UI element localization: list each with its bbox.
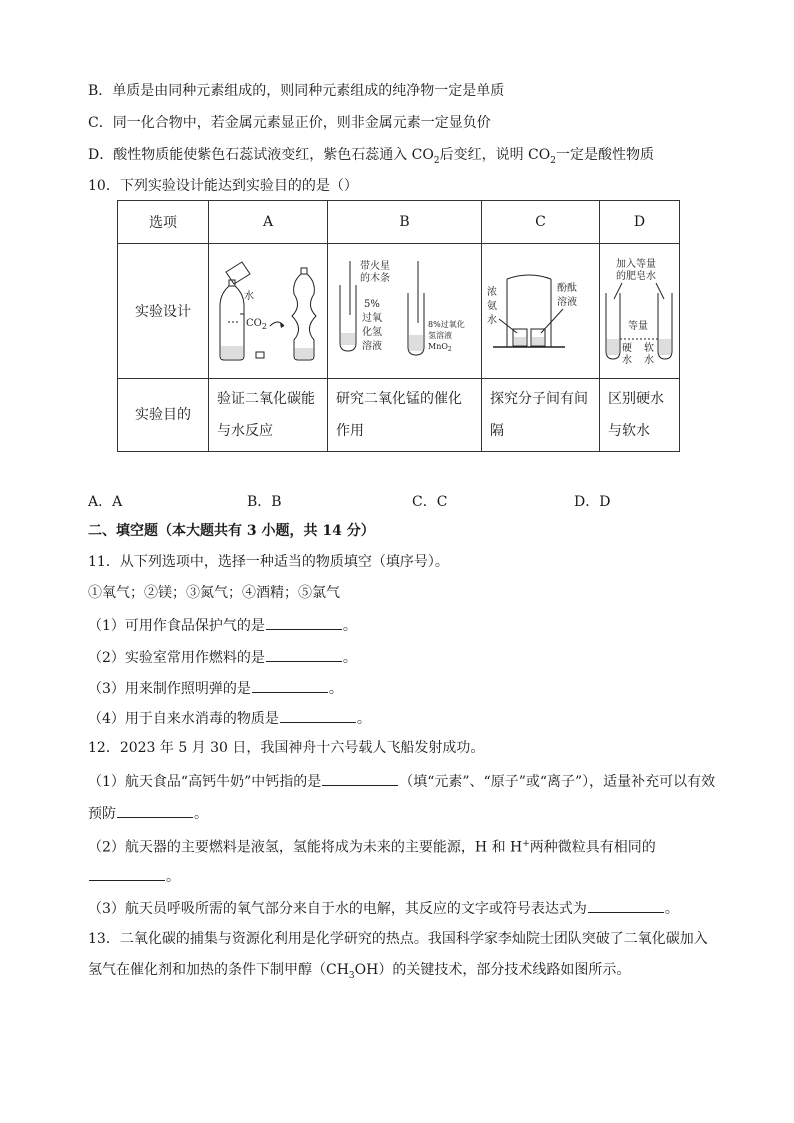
label-5pct: 5% xyxy=(363,299,380,310)
answer-blank[interactable] xyxy=(588,898,664,913)
answer-blank[interactable] xyxy=(280,708,356,723)
answer-blank[interactable] xyxy=(322,771,398,786)
diagram-c-beakers xyxy=(482,244,600,379)
table-header-row xyxy=(118,201,680,244)
label-c-left-2: 氨 xyxy=(486,301,497,312)
goal-cell-c: 探究分子间有间 隔 xyxy=(482,379,600,452)
label-b-right-1: 8%过氧化 xyxy=(427,320,465,329)
table-header-cell: C xyxy=(482,201,600,244)
diagram-a-bottles xyxy=(209,244,328,379)
q11-part-2: （2）实验室常用作燃料的是 。 xyxy=(88,647,357,668)
answer-blank[interactable] xyxy=(266,647,342,662)
design-label: 实验设计 xyxy=(118,244,209,379)
table-header-cell: B xyxy=(328,201,482,244)
q10-answer-d[interactable]: D．D xyxy=(574,494,611,510)
label-b-sol-3: 溶液 xyxy=(361,341,382,352)
q12-part-1-cont: 预防 。 xyxy=(88,803,208,824)
table-row-goal xyxy=(118,379,680,452)
q12-part-2: （2）航天器的主要燃料是液氢，氢能将成为未来的主要能源，H 和 H+两种微粒具有相同的 xyxy=(88,839,656,856)
q12-part-3: （3）航天员呼吸所需的氧气部分来自于水的电解，其反应的文字或符号表达式为 。 xyxy=(88,898,679,919)
table-header-cell: 选项 xyxy=(118,201,209,244)
label-b-right-2: 氢溶液 xyxy=(427,331,452,340)
q12-part-1: （1）航天食品“高钙牛奶”中钙指的是 （填“元素”、“原子”或“离子”），适量补充可以有效 xyxy=(88,771,715,792)
q11-stem: 11．从下列选项中，选择一种适当的物质填空（填序号）。 xyxy=(88,554,449,570)
label-d-soft-2: 水 xyxy=(643,355,654,366)
section2-title: 二、填空题（本大题共有 3 小题，共 14 分） xyxy=(88,523,375,539)
q9-option-d: D．酸性物质能使紫色石蕊试液变红，紫色石蕊通入 $CO_2$后变红，说明 $CO_2$一定是酸性物质 xyxy=(88,147,654,166)
q10-answer-a[interactable]: A．A xyxy=(88,494,123,510)
q10-stem: 10．下列实验设计能达到实验目的的是（） xyxy=(88,178,358,194)
q9-option-b: B．单质是由同种元素组成的，则同种元素组成的纯净物一定是单质 xyxy=(88,83,505,99)
label-co2: $CO_2$ xyxy=(246,318,267,331)
diagram-b-test-tubes xyxy=(328,244,482,379)
q12-stem: 12．2023 年 5 月 30 日，我国神舟十六号载人飞船发射成功。 xyxy=(88,740,485,756)
q13-line-2: 氢气在催化剂和加热的条件下制甲醇$(CH_3OH)$的关键技术，部分技术线路如图所示。 xyxy=(88,962,631,981)
table-header-cell: A xyxy=(209,201,328,244)
answer-blank[interactable] xyxy=(89,866,165,881)
table-row-design xyxy=(118,244,680,379)
goal-cell-d: 区别硬水 与软水 xyxy=(600,379,680,452)
label-splint-2: 的木条 xyxy=(359,273,390,284)
goal-cell-b: 研究二氧化锰的催化 作用 xyxy=(328,379,482,452)
label-water: 水 xyxy=(244,291,254,302)
label-d-equal: 等量 xyxy=(627,321,648,332)
answer-blank[interactable] xyxy=(266,615,342,630)
q11-choices: ①氧气；②镁；③氮气；④酒精；⑤氯气 xyxy=(88,585,340,601)
q13-line-1: 13．二氧化碳的捕集与资源化利用是化学研究的热点。我国科学家李灿院士团队突破了二氧化碳加入 xyxy=(88,931,708,947)
label-d-hard-1: 硬 xyxy=(621,343,632,354)
label-d-top-2: 的肥皂水 xyxy=(615,271,656,282)
label-c-right-1: 酚酞 xyxy=(556,283,577,294)
table-header-cell: D xyxy=(600,201,680,244)
label-c-left-1: 浓 xyxy=(486,287,497,298)
q11-part-4: （4）用于自来水消毒的物质是 。 xyxy=(88,708,371,729)
label-b-right-3: MnO$_2$ xyxy=(427,342,452,353)
label-d-soft-1: 软 xyxy=(643,343,654,354)
q10-answer-b[interactable]: B．B xyxy=(247,494,282,510)
q11-part-1: （1）可用作食品保护气的是 。 xyxy=(88,615,357,636)
experiment-table xyxy=(117,200,680,452)
answer-blank[interactable] xyxy=(252,678,328,693)
answer-blank[interactable] xyxy=(117,803,193,818)
label-splint: 带火星 xyxy=(359,261,390,272)
label-b-sol-2: 化氢 xyxy=(361,327,382,338)
label-c-right-2: 溶液 xyxy=(556,297,577,308)
label-b-sol-1: 过氧 xyxy=(361,313,382,324)
label-d-top-1: 加入等量 xyxy=(615,259,656,270)
q11-part-3: （3）用来制作照明弹的是 。 xyxy=(88,678,343,699)
label-c-left-3: 水 xyxy=(486,315,497,326)
label-d-hard-2: 水 xyxy=(621,355,632,366)
goal-label: 实验目的 xyxy=(118,379,209,452)
goal-cell-a: 验证二氧化碳能 与水反应 xyxy=(209,379,328,452)
diagram-d-tubes xyxy=(600,244,680,379)
q10-answer-c[interactable]: C．C xyxy=(412,494,448,510)
q9-option-c: C．同一化合物中，若金属元素显正价，则非金属元素一定显负价 xyxy=(88,115,491,131)
q12-part-2-cont: 。 xyxy=(88,866,180,887)
